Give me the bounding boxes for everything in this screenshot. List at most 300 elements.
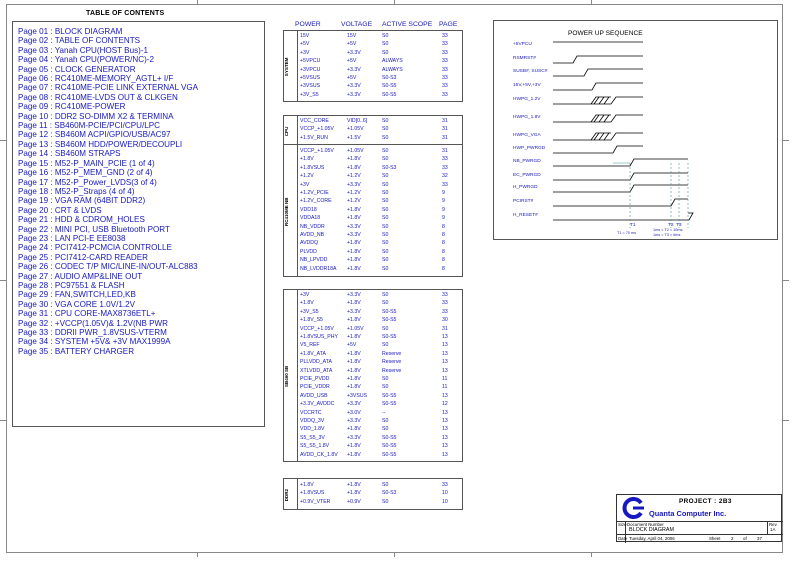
power-scope: S0: [382, 482, 389, 488]
power-voltage: +1.2V: [347, 173, 361, 180]
signal-label: HWP_PWRGD: [513, 146, 546, 151]
power-scope: S0: [382, 49, 389, 56]
power-voltage: +0.9V: [347, 498, 361, 505]
power-page: 13: [442, 451, 448, 458]
power-rail: +3V: [300, 49, 310, 56]
power-voltage: 15V: [347, 33, 357, 39]
of-value: 37: [757, 536, 762, 541]
power-rail: 15V: [300, 33, 310, 39]
power-row: [284, 490, 464, 498]
power-scope: S0: [382, 190, 389, 196]
power-voltage: +1.8V: [347, 156, 361, 163]
power-scope: S0-S5: [382, 308, 397, 315]
power-row: [284, 368, 464, 376]
power-page: 9: [442, 215, 445, 222]
power-rail: VDD18: [300, 206, 317, 213]
power-rail: +1.8VSUS: [300, 490, 325, 497]
power-voltage: +1.8V: [347, 443, 361, 450]
power-rail: VCC_CORE: [300, 118, 329, 124]
sheet-value: 2: [731, 536, 734, 541]
signal-label: 15V,+5V,+3V: [513, 83, 541, 88]
quanta-logo-icon: [621, 497, 645, 519]
power-row: [284, 118, 464, 126]
power-row: [284, 75, 464, 83]
power-row: [284, 384, 464, 392]
power-page: 13: [442, 392, 448, 399]
power-voltage: +1.8V: [347, 384, 361, 391]
power-rail: VCCP_+1.05V: [300, 126, 334, 133]
sheet-label: Sheet: [709, 536, 721, 541]
power-row: [284, 165, 464, 173]
power-scope: S0: [382, 376, 389, 382]
power-scope: S0-S5: [382, 451, 397, 458]
power-scope: S0: [382, 342, 389, 349]
power-voltage: +1.8V: [347, 451, 361, 458]
tb-divider: [617, 534, 783, 535]
power-voltage: +3.3V: [347, 292, 361, 298]
toc-item: Page 18 : M52-P_Straps (4 of 4): [18, 186, 135, 196]
timing-label: T2: [668, 223, 674, 228]
power-rail: S5_S5_1.8V: [300, 443, 330, 450]
zone-tick: [783, 140, 789, 141]
power-voltage: +5V: [347, 58, 357, 65]
power-voltage: +1.2V: [347, 198, 361, 205]
power-page: 9: [442, 206, 445, 213]
signal-label: HWPG_1.2V: [513, 97, 541, 102]
zone-tick: [783, 420, 789, 421]
power-voltage: +5V: [347, 75, 357, 81]
power-page: 13: [442, 334, 448, 340]
power-row: [284, 92, 464, 100]
power-row: [284, 300, 464, 308]
timing-note: T1 = 70 ms: [617, 231, 637, 235]
power-row: [284, 41, 464, 49]
signal-label: HWPG_VGA: [513, 133, 541, 138]
power-voltage: +1.8V: [347, 317, 361, 324]
waveform-3: [553, 83, 643, 90]
size-label: Size: [618, 522, 627, 527]
power-row: [284, 182, 464, 190]
power-scope: Reserve: [382, 367, 402, 374]
power-scope: S0: [382, 384, 389, 391]
power-row: [284, 207, 464, 215]
power-scope: S0: [382, 198, 389, 205]
power-scope: S0: [382, 181, 389, 188]
power-row: [284, 249, 464, 257]
rev-label: Rev: [769, 522, 777, 527]
power-scope: --: [382, 409, 386, 416]
toc-item: Page 14 : SB460M STRAPS: [18, 149, 121, 159]
power-voltage: +1.8V: [347, 350, 361, 357]
power-row: [284, 499, 464, 507]
power-voltage: +1.8V: [347, 426, 361, 433]
waveform-11: [553, 199, 688, 206]
power-row: [284, 443, 464, 451]
power-rail: XTLVDD_ATA: [300, 367, 333, 374]
power-page: 11: [442, 384, 448, 391]
toc-item: Page 10 : DDR2 SO-DIMM X2 & TERMINA: [18, 111, 174, 121]
power-section: [283, 478, 463, 510]
power-page: 13: [442, 350, 448, 357]
power-rail: +3V: [300, 292, 310, 298]
power-scope: S0-S3: [382, 75, 397, 81]
toc-item: Page 25 : PCI7412-CARD READER: [18, 252, 149, 262]
power-rail: VCCP_+1.05V: [300, 148, 334, 154]
power-scope: S0: [382, 292, 389, 298]
waveform-5: [553, 115, 643, 122]
zone-tick: [197, 0, 198, 4]
zone-tick: [394, 553, 395, 557]
power-page: 13: [442, 359, 448, 366]
signal-label: EC_PWRGD: [513, 173, 541, 178]
power-rail: +1.8V_S5: [300, 317, 323, 324]
power-voltage: +3.0V: [347, 409, 361, 416]
power-row: [284, 334, 464, 342]
power-row: [284, 148, 464, 156]
power-scope: S0-S5: [382, 334, 397, 340]
power-scope: S0: [382, 126, 389, 133]
power-page: 33: [442, 66, 448, 73]
power-rail: +1.2V_PCIE: [300, 190, 329, 196]
power-page: 33: [442, 91, 448, 98]
power-page: 33: [442, 181, 448, 188]
power-page: 10: [442, 490, 448, 497]
power-voltage: +3.3V: [347, 49, 361, 56]
power-scope: S0: [382, 206, 389, 213]
power-row: [284, 266, 464, 274]
timing-note: 1ms < T3 < 6ms: [653, 233, 681, 237]
power-voltage: +1.8V: [347, 367, 361, 374]
power-voltage: +1.8V: [347, 265, 361, 272]
power-scope: S0: [382, 215, 389, 222]
toc-item: Page 35 : BATTERY CHARGER: [18, 346, 135, 356]
power-page: 9: [442, 190, 445, 196]
power-section: [283, 30, 463, 102]
power-page: 13: [442, 426, 448, 433]
toc-item: Page 08 : RC410ME-LVDS OUT & CLKGEN: [18, 92, 178, 102]
date-label: Date: [618, 536, 628, 541]
header-voltage: VOLTAGE: [341, 21, 373, 28]
power-row: [284, 317, 464, 325]
waveform-9: [553, 173, 688, 180]
title-block: [616, 494, 782, 542]
toc-list: [18, 27, 198, 356]
power-rail: +5VPCU: [300, 58, 321, 65]
power-rail: +1.8VSUS: [300, 164, 325, 171]
toc-item: Page 29 : FAN,SWITCH,LED,KB: [18, 290, 136, 300]
sequence-title: POWER UP SEQUENCE: [568, 30, 643, 37]
waveform-10: [553, 185, 688, 192]
power-page: 31: [442, 126, 448, 133]
signal-label: HWPG_1.8V: [513, 115, 541, 120]
power-page: 33: [442, 300, 448, 307]
power-scope: S0-S5: [382, 434, 397, 441]
power-rail: AVDD_NB: [300, 232, 325, 238]
date-value: Tuesday, April 04, 2006: [629, 536, 675, 541]
zone-tick: [591, 0, 592, 4]
power-page: 8: [442, 223, 445, 230]
toc-item: Page 26 : CODEC T/P MIC/LINE-IN/OUT-ALC883: [18, 262, 198, 272]
power-voltage: VID[0..6]: [347, 118, 368, 124]
power-rail: PLVDD: [300, 248, 317, 255]
power-rail: +1.8V: [300, 482, 314, 488]
power-scope: S0: [382, 265, 389, 272]
power-section: [283, 144, 463, 277]
power-scope: S0: [382, 300, 389, 307]
power-scope: S0: [382, 248, 389, 255]
power-scope: S0: [382, 240, 389, 247]
power-voltage: +3.3V: [347, 83, 361, 90]
power-rail: +1.2V_CORE: [300, 198, 332, 205]
power-scope: S0: [382, 257, 389, 264]
header-power: POWER: [295, 21, 321, 28]
signal-label: NB_PWRGD: [513, 159, 541, 164]
power-scope: S0: [382, 156, 389, 163]
power-row: [284, 58, 464, 66]
power-voltage: +3.3V: [347, 232, 361, 238]
toc-item: Page 06 : RC410ME-MEMORY_AGTL+ I/F: [18, 74, 174, 84]
waveform-8: [553, 159, 688, 166]
power-row: [284, 482, 464, 490]
power-page: 13: [442, 418, 448, 424]
power-row: [284, 224, 464, 232]
power-scope: S0: [382, 325, 389, 332]
power-row: [284, 126, 464, 134]
power-row: [284, 173, 464, 181]
power-rail: PLLVDD_ATA: [300, 359, 332, 366]
power-rail: +1.8V_ATA: [300, 350, 326, 357]
power-scope: S0: [382, 148, 389, 154]
power-row: [284, 418, 464, 426]
power-voltage: +3.3V: [347, 434, 361, 441]
project-label: PROJECT : 2B3: [679, 498, 732, 505]
power-rail: +3V: [300, 181, 310, 188]
toc-item: Page 33 : DDRII PWR_1.8VSUS-VTERM: [18, 328, 167, 337]
power-rail: NB_VDDR: [300, 223, 325, 230]
zone-tick: [0, 420, 6, 421]
power-rail: PCIE_PVDD: [300, 376, 330, 382]
timing-label: T1: [630, 223, 636, 228]
company-name: Quanta Computer Inc.: [649, 509, 727, 518]
power-page: 33: [442, 292, 448, 298]
power-page: 33: [442, 83, 448, 90]
power-row: [284, 326, 464, 334]
power-page: 33: [442, 482, 448, 488]
toc-item: Page 24 : PCI7412-PCMCIA CONTROLLE: [18, 243, 172, 253]
power-scope: Reserve: [382, 350, 402, 357]
waveform-12: [553, 213, 693, 220]
power-row: [284, 393, 464, 401]
power-group-label: RC410ME NB: [284, 197, 289, 226]
toc-item: Page 22 : MINI PCI, USB Bluetooth PORT: [18, 224, 170, 234]
signal-label: RSMRST#: [513, 56, 536, 61]
power-row: [284, 240, 464, 248]
toc-item: Page 07 : RC410ME-PCIE LINK EXTERNAL VGA: [18, 83, 199, 93]
power-voltage: +1.8V: [347, 490, 361, 497]
power-voltage: +3.3V: [347, 91, 361, 98]
power-voltage: +1.8V: [347, 359, 361, 366]
toc-title: TABLE OF CONTENTS: [86, 10, 165, 17]
power-page: 33: [442, 75, 448, 81]
power-page: 8: [442, 232, 445, 238]
power-voltage: +3.3V: [347, 418, 361, 424]
power-voltage: +1.05V: [347, 126, 364, 133]
power-page: 31: [442, 118, 448, 124]
power-page: 33: [442, 308, 448, 315]
power-page: 33: [442, 49, 448, 56]
power-row: [284, 376, 464, 384]
power-rail: AVDD_USB: [300, 392, 328, 399]
power-rail: VCCP_+1.05V: [300, 325, 334, 332]
toc-item: Page 17 : M52-P_Power_LVDS(3 of 4): [18, 177, 157, 187]
power-scope: S0: [382, 498, 389, 505]
toc-box: [12, 21, 265, 427]
power-scope: S0: [382, 41, 389, 48]
power-rail: +1.8VSUS_PHY: [300, 334, 338, 340]
power-row: [284, 292, 464, 300]
power-row: [284, 342, 464, 350]
power-scope: S0-S5: [382, 401, 397, 408]
power-scope: S0: [382, 426, 389, 433]
power-page: 13: [442, 443, 448, 450]
header-active-scope: ACTIVE SCOPE: [382, 21, 433, 28]
waveform-7: [553, 146, 643, 153]
power-rail: +3VPCU: [300, 66, 321, 73]
power-voltage: +3.3V: [347, 401, 361, 408]
power-page: 33: [442, 164, 448, 171]
toc-item: Page 30 : VGA CORE 1.0V/1.2V: [18, 299, 135, 309]
power-rail: VCCRTC: [300, 409, 322, 416]
power-voltage: +1.5V: [347, 134, 361, 141]
power-page: 33: [442, 33, 448, 39]
zone-tick: [394, 0, 395, 4]
signal-label: H_RESET#: [513, 213, 538, 218]
power-rail: V5_REF: [300, 342, 320, 349]
power-voltage: +1.05V: [347, 325, 364, 332]
toc-item: Page 31 : CPU CORE-MAX8736ETL+: [18, 309, 156, 319]
waveform-4: [553, 97, 643, 104]
power-voltage: +1.05V: [347, 148, 364, 154]
power-voltage: +1.8V: [347, 164, 361, 171]
power-page: 8: [442, 265, 445, 272]
power-rail: +1.5V_RUN: [300, 134, 328, 141]
power-page: 8: [442, 240, 445, 247]
power-voltage: +1.2V: [347, 190, 361, 196]
power-rail: +3V_S5: [300, 308, 319, 315]
power-voltage: +5V: [347, 342, 357, 349]
power-rail: AVDDQ: [300, 240, 319, 247]
power-voltage: +1.8V: [347, 215, 361, 222]
power-rail: S5_S5_3V: [300, 434, 325, 441]
toc-item: Page 16 : M52-P_MEM_GND (2 of 4): [18, 168, 153, 178]
power-voltage: +3.3V: [347, 223, 361, 230]
toc-item: Page 02 : TABLE OF CONTENTS: [18, 36, 141, 46]
power-voltage: +3.3V: [347, 181, 361, 188]
power-page: 13: [442, 409, 448, 416]
power-scope: S0: [382, 134, 389, 141]
toc-item: Page 09 : RC410ME-POWER: [18, 102, 126, 112]
toc-item: Page 20 : CRT & LVDS: [18, 205, 102, 215]
toc-item: Page 34 : SYSTEM +5V& +3V MAX1999A: [18, 337, 171, 347]
zone-tick: [0, 140, 6, 141]
power-scope: ALWAYS: [382, 66, 403, 73]
power-page: 8: [442, 257, 445, 264]
power-scope: S0: [382, 223, 389, 230]
power-page: 13: [442, 434, 448, 441]
power-scope: S0: [382, 33, 389, 39]
power-voltage: +5V: [347, 41, 357, 48]
power-voltage: +3.3V: [347, 66, 361, 73]
power-rail: +1.8V: [300, 300, 314, 307]
toc-item: Page 27 : AUDIO AMP&LINE OUT: [18, 271, 143, 281]
power-page: 33: [442, 58, 448, 65]
waveform-6: [553, 133, 643, 140]
power-row: [284, 257, 464, 265]
toc-item: Page 32 : +VCCP(1.05V)& 1.2V(NB PWR: [18, 318, 169, 328]
power-page: 31: [442, 148, 448, 154]
power-voltage: +1.8V: [347, 300, 361, 307]
power-rail: NB_LVDDR18A: [300, 265, 337, 272]
power-rail: +3V_S5: [300, 91, 319, 98]
power-row: [284, 33, 464, 41]
signal-label: PCIRST#: [513, 199, 534, 204]
toc-item: Page 13 : SB460M HDD/POWER/DECOUPLI: [18, 139, 183, 149]
power-page: 10: [442, 498, 448, 505]
power-rail: +3.3V_AVDDC: [300, 401, 335, 408]
toc-item: Page 04 : Yanah CPU(POWER/NC)-2: [18, 55, 154, 65]
power-scope: S0: [382, 173, 389, 180]
power-row: [284, 426, 464, 434]
power-rail: NB_LPVDD: [300, 257, 328, 264]
power-row: [284, 351, 464, 359]
toc-item: Page 05 : CLOCK GENERATOR: [18, 64, 136, 74]
of-label: of: [743, 536, 747, 541]
power-rail: +0.9V_VTER: [300, 498, 331, 505]
toc-item: Page 01 : BLOCK DIAGRAM: [18, 27, 123, 36]
timing-label: T3: [676, 223, 682, 228]
power-page: 12: [442, 401, 448, 408]
waveform-1: [553, 56, 643, 63]
power-scope: S0: [382, 232, 389, 238]
power-rail: VDDQ_3V: [300, 418, 325, 424]
power-page: 33: [442, 41, 448, 48]
power-voltage: +3.3V: [347, 308, 361, 315]
power-scope: Reserve: [382, 359, 402, 366]
timing-note: 1ms < T2 < 10ms: [653, 228, 683, 232]
power-rail: VDDA18: [300, 215, 321, 222]
power-row: [284, 156, 464, 164]
power-row: [284, 215, 464, 223]
power-row: [284, 83, 464, 91]
power-page: 30: [442, 317, 448, 324]
power-voltage: +1.8V: [347, 240, 361, 247]
power-voltage: +1.8V: [347, 376, 361, 382]
toc-item: Page 12 : SB460M ACPI/GPIO/USB/AC97: [18, 130, 171, 140]
power-scope: S0: [382, 118, 389, 124]
power-scope: S0: [382, 418, 389, 424]
power-group-label: CPU: [284, 126, 289, 136]
power-scope: S0-S5: [382, 392, 397, 399]
power-voltage: +1.8V: [347, 334, 361, 340]
power-row: [284, 198, 464, 206]
power-section: [283, 289, 463, 462]
power-section: [283, 115, 463, 145]
zone-tick: [197, 553, 198, 557]
waveform-2: [553, 69, 643, 76]
zone-tick: [783, 280, 789, 281]
rev-value: 1A: [770, 527, 776, 532]
header-page: PAGE: [439, 21, 458, 28]
